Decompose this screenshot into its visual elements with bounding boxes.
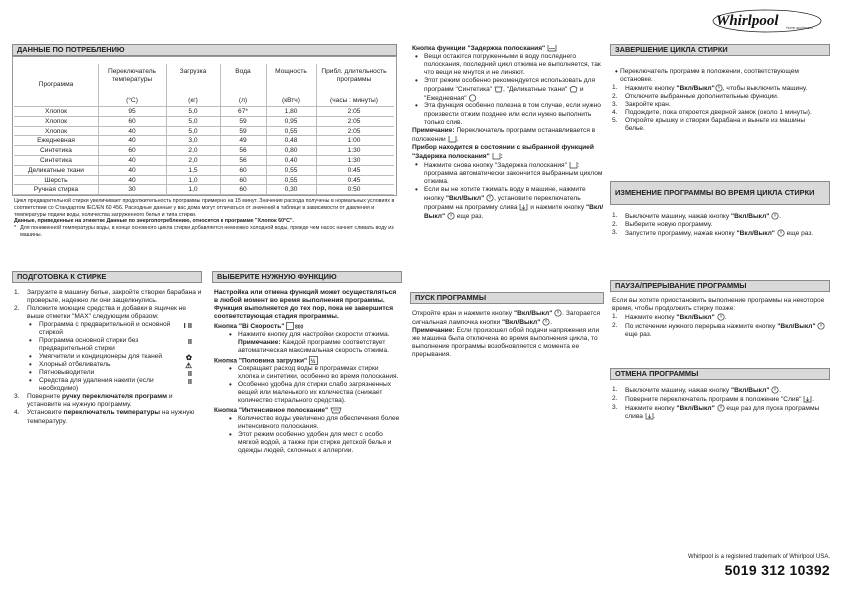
power-icon — [817, 322, 825, 330]
svg-text:800: 800 — [295, 324, 304, 331]
cancel-header — [610, 368, 830, 380]
cancel-step-1: 1. Выключите машину, нажав кнопку "Вкл/Выкл" . — [612, 386, 782, 394]
start-content — [412, 309, 602, 359]
drain-icon — [803, 395, 812, 403]
cell-load: 1,5 — [188, 166, 198, 174]
pause-lead: Если вы хотите приостановить выполнение программы на некоторое время, чтобы продолжить стирку позже: — [612, 297, 825, 313]
cell-water: 67* — [238, 108, 248, 115]
start-text: Откройте кран и нажмите кнопку "Вкл/Выкл" . Загорается сигнальная лампочка кнопки "Вкл/Выкл" . — [412, 309, 601, 326]
cell-power: 0,95 — [284, 117, 298, 125]
bullet-icon: • — [29, 376, 32, 386]
cell-duration: 1:00 — [347, 137, 361, 145]
cell-power: 0,80 — [284, 147, 298, 155]
cell-program: Ежедневная — [37, 137, 75, 145]
change-step-1: 1. Выключите машину, нажав кнопку "Вкл/Выкл" . — [612, 212, 782, 220]
consumption-table-body — [14, 107, 394, 195]
finish-lead: • Переключатель программ в положении, соответствующем остановке. — [612, 68, 826, 84]
col-header-program: Программа — [38, 81, 74, 88]
cell-load: 1,0 — [188, 176, 198, 184]
power-icon — [771, 212, 779, 220]
intensive-rinse-title: Кнопка "Интенсивное полоскание" — [214, 406, 400, 415]
detergent-item — [14, 337, 202, 353]
cancel-title: ОТМЕНА ПРОГРАММЫ — [615, 369, 699, 379]
power-icon — [717, 404, 725, 412]
change-header — [610, 181, 830, 205]
power-icon — [486, 194, 494, 202]
pause-content — [612, 297, 826, 339]
cell-program: Синтетика — [40, 147, 72, 155]
functions-header — [212, 271, 402, 283]
cell-program: Хлопок — [44, 108, 68, 115]
change-step-3: 3. Запустите программу, нажав кнопку "Вкл/Выкл" еще раз. — [612, 228, 814, 237]
cell-load: 3,0 — [188, 137, 198, 145]
cell-duration: 2:05 — [347, 127, 361, 135]
cell-water: 60 — [239, 176, 247, 184]
rinse-hold-state-bullet-2: • Если вы не хотите тжимать воду в машине, нажмите кнопку "Вкл/Выкл" , установите переключатель программ на программу слива и нажмите кнопку "Вкл/Выкл" еще раз. — [412, 186, 606, 220]
note-cold-water — [14, 225, 396, 239]
cell-temp: 60 — [128, 147, 136, 155]
change-content — [612, 212, 826, 238]
prep-step-2: 2. Положите моющие средства и добавки в ящичек не выше отметки "MAX" следующим образом: — [14, 305, 187, 321]
finish-step-text: Подождите, пока откроется дверной замок (около 1 минуты). — [625, 108, 812, 116]
rinse-hold-section — [412, 44, 606, 220]
consumption-title: ДАННЫЕ ПО ПОТРЕБЛЕНИЮ — [17, 45, 125, 55]
speed-button-title: Кнопка "Bi Скорость" 800 — [214, 322, 304, 331]
col-header-power-unit: (кВтч) — [282, 97, 300, 104]
prep-step-4: 4. Установите переключатель температуры на нужную температуру. — [14, 409, 195, 425]
detergent-item-label: Программа основной стирки без предварительной стирки — [39, 337, 139, 353]
cell-load: 5,0 — [188, 117, 198, 125]
preparation-header — [12, 271, 202, 283]
half-load-bullet-1: • Сокращает расход воды в программах стирки хлопка и синтетики, особенно во время полоскания. — [226, 365, 400, 381]
pause-header — [610, 280, 830, 292]
logo-wordmark: Whirlpool — [716, 13, 779, 29]
functions-title: ВЫБЕРИТЕ НУЖНУЮ ФУНКЦИЮ — [217, 272, 337, 282]
cell-temp: 40 — [128, 166, 136, 174]
cell-load: 2,0 — [188, 147, 198, 155]
detergent-item-label: Хлорный отбеливатель — [39, 361, 111, 369]
power-button-label: "Вкл/Выкл" — [676, 84, 715, 92]
svg-text:½: ½ — [310, 359, 316, 365]
cell-water: 60 — [239, 186, 247, 194]
cell-temp: 40 — [128, 137, 136, 145]
col-header-duration: Прибл. длительность программы — [321, 68, 387, 84]
half-load-icon — [309, 356, 319, 365]
change-title: ИЗМЕНЕНИЕ ПРОГРАММЫ ВО ВРЕМЯ ЦИКЛА СТИРКИ — [615, 188, 815, 198]
step-number: 3. — [612, 100, 618, 108]
cell-temp: 40 — [128, 127, 136, 135]
power-icon — [717, 313, 725, 321]
speed-note: Примечание: Каждой программе соответствует автоматическая максимальная скорость отжима. — [238, 338, 389, 354]
finish-title: ЗАВЕРШЕНИЕ ЦИКЛА СТИРКИ — [615, 45, 728, 55]
document-code: 5019 312 10392 — [724, 562, 830, 578]
change-step-2: 2. Выберите новую программу. — [612, 220, 713, 228]
preparation-content — [14, 289, 202, 426]
detergent-item — [14, 369, 202, 377]
power-icon — [771, 386, 779, 394]
cell-duration: 1:30 — [347, 147, 361, 155]
cell-water: 56 — [239, 147, 247, 155]
cell-power: 0,55 — [284, 166, 298, 174]
table-row — [14, 127, 394, 137]
cell-power: 0,48 — [284, 137, 298, 145]
detergent-item-label: Умягчители и кондиционеры для тканей — [39, 353, 163, 361]
finish-step-text: Откройте крышку и створки барабана и выньте из машины белье. — [625, 116, 806, 132]
cell-load: 5,0 — [188, 127, 198, 135]
col-header-water-unit: (л) — [238, 97, 248, 104]
col-header-load-unit: (кг) — [188, 97, 198, 104]
consumption-notes — [14, 198, 396, 239]
bullet-icon: • — [29, 368, 32, 378]
cell-duration: 2:05 — [347, 108, 361, 115]
finish-step — [612, 109, 826, 117]
finish-steps — [612, 84, 826, 133]
step-number: 1. — [612, 84, 618, 92]
table-row — [14, 156, 394, 166]
finish-step — [612, 101, 826, 109]
trademark-note: Whirlpool is a registered trademark of Whirlpool USA. — [687, 554, 830, 560]
cancel-step-2: 2. Поверните переключатель программ в положение "Слив" . — [612, 394, 815, 403]
detergent-item-label: Средства для удаления накипи (если необходимо) — [39, 377, 154, 393]
power-icon — [542, 318, 550, 326]
detergent-list — [14, 321, 202, 393]
compartment-icon: I II — [183, 321, 192, 331]
start-note: Примечание: Если произошел обой подачи напряжения или же машина была отключена во время выполнения цикла, то выполнение программы возобновляется с момента ее прерывания. — [412, 326, 600, 358]
pause-title: ПАУЗА/ПРЕРЫВАНИЕ ПРОГРАММЫ — [615, 281, 747, 291]
compartment-icon: II — [187, 377, 192, 387]
cell-program: Синтетика — [40, 156, 72, 164]
cell-program: Деликатные ткани — [28, 166, 84, 174]
finish-step — [612, 93, 826, 101]
cell-duration: 1:30 — [347, 156, 361, 164]
start-title: ПУСК ПРОГРАММЫ — [415, 293, 487, 303]
cell-water: 49 — [239, 137, 247, 145]
step-number: 5. — [612, 116, 618, 124]
finish-header — [610, 44, 830, 56]
col-header-water: Вода — [235, 68, 251, 75]
finish-step-text: Нажмите кнопку — [625, 84, 677, 92]
cell-power: 1,80 — [284, 108, 298, 115]
intensive-rinse-bullet-2: • Этот режим особенно удобен для мест с особо мягкой водой, а также при стирке детской белья и одежды людей, склонных к аллергии. — [226, 431, 400, 455]
rinse-hold-state-title: Прибор находится в состоянии с выбранной функцией "Задержка полоскания" : — [412, 144, 594, 161]
table-row — [14, 117, 394, 127]
cell-temp: 40 — [128, 156, 136, 164]
table-row — [14, 136, 394, 146]
power-icon — [777, 229, 785, 237]
half-load-title: Кнопка "Половина загрузки" ½ — [214, 356, 400, 365]
cell-duration: 0:50 — [347, 186, 361, 194]
functions-intro: Настройка или отмена функций может осуществляться в любой момент во время выполнения программы. Функция выполняется до тех пор, пока не завершится соответствующая стадия программы. — [214, 289, 397, 321]
col-header-load: Загрузка — [179, 68, 207, 75]
detergent-item — [14, 321, 202, 337]
finish-step — [612, 84, 826, 93]
cell-water: 59 — [239, 127, 247, 135]
rinse-hold-bullet-2: • Этот режим особенно рекомендуется использовать для программ "Синтетика" , "Деликатные ткани" и "Ежедневная" — [412, 77, 606, 103]
cell-power: 0,40 — [284, 156, 298, 164]
bullet-icon: • — [29, 336, 32, 346]
detergent-item — [14, 377, 202, 393]
cell-load: 2,0 — [188, 156, 198, 164]
cell-temp: 30 — [128, 186, 136, 194]
intensive-rinse-icon — [330, 406, 342, 414]
start-header — [410, 292, 604, 304]
power-icon — [447, 212, 455, 220]
prep-step-3: 3. Поверните ручку переключателя программ и установите на нужную программу. — [14, 393, 173, 409]
whirlpool-logo — [712, 8, 822, 34]
compartment-icon: ⚠ — [185, 361, 192, 371]
synthetics-icon — [494, 85, 503, 93]
power-icon — [554, 309, 562, 317]
cell-duration: 0:45 — [347, 176, 361, 184]
cell-power: 0,55 — [284, 127, 298, 135]
daily-icon — [468, 94, 477, 102]
note-asterisk: * — [14, 225, 17, 232]
step-number: 2. — [612, 92, 618, 100]
finish-content — [612, 68, 826, 133]
bullet-icon: • — [29, 320, 32, 330]
cell-temp: 60 — [128, 117, 136, 125]
detergent-item — [14, 361, 202, 369]
compartment-icon: II — [187, 337, 192, 347]
col-header-duration-unit: (часы : минуты) — [330, 97, 378, 104]
rinse-hold-state-bullet-1: • Нажмите снова кнопку "Задержка полоскания" : программа автоматически закончится выбранным циклом отжима. — [412, 161, 606, 186]
finish-step-text: , чтобы выключить машину. — [722, 84, 808, 92]
table-row — [14, 166, 394, 176]
pause-step-1: 1. Нажмите кнопку "Вкл/Выкл" . — [612, 313, 727, 321]
step-number: 4. — [612, 108, 618, 116]
table-row — [14, 176, 394, 186]
functions-content — [214, 289, 400, 455]
cell-load: 5,0 — [188, 108, 198, 115]
power-icon — [715, 84, 723, 92]
cancel-step-3: 3. Нажмите кнопку "Вкл/Выкл" еще раз для пуска программы слива . — [612, 403, 820, 421]
bullet-icon: • — [29, 352, 32, 362]
detergent-item-label: Программа с предварительной и основной стиркой — [39, 321, 171, 337]
note-energy-label: Данные, приведенные на этикетке Данные по энергопотреблению, относятся к программе "Хлопок 60°C". — [14, 218, 294, 225]
table-row — [14, 107, 394, 117]
table-row — [14, 146, 394, 156]
spin-speed-icon — [286, 322, 304, 331]
cell-water: 59 — [239, 117, 247, 125]
rinse-hold-position-icon — [448, 135, 457, 143]
rinse-hold-icon — [492, 152, 501, 160]
rinse-hold-note: Примечание: Переключатель программ останавливается в положении . — [412, 126, 596, 143]
logo-tagline: Home appliances — [786, 26, 814, 30]
compartment-icon: ✿ — [185, 353, 192, 363]
rinse-hold-bullet-3: • Эта функция особенно полезна в том случае, если нужно произвести отжим позднее или если нужно выполнить только слив. — [412, 102, 606, 126]
cell-power: 0,30 — [284, 186, 298, 194]
consumption-header — [12, 44, 397, 56]
finish-step-text: Отключите выбранные дополнительные функции. — [625, 92, 779, 100]
bullet-icon: • — [29, 360, 32, 370]
cell-duration: 2:05 — [347, 117, 361, 125]
cell-water: 56 — [239, 156, 247, 164]
cell-power: 0,55 — [284, 176, 298, 184]
intensive-rinse-bullet-1: • Количество воды увеличено для обеспечения более интенсивного полоскания. — [226, 415, 400, 431]
table-row — [14, 185, 394, 195]
cell-program: Шерсть — [44, 176, 68, 184]
prep-step-1: 1. Загрузите в машину белье, закройте створки барабана и проверьте, надежно ли они защелкнулись. — [14, 289, 202, 305]
note-prewash: Цикл предварительной стирки увеличивает продолжительность программы примерно на 15 минут. Значения расхода получены в нормальных условиях в соответствии со Стандартом IEC/EN 60 456. Расходные данные у вас дома могут отличаться от значений в таблице в зависимости от давления и температуры подачи воды, количества загруженного белья и типа стирки. — [14, 198, 395, 218]
cell-temp: 95 — [128, 108, 136, 115]
col-header-power: Мощность — [275, 68, 307, 75]
half-load-bullet-2: • Особенно удобна для стирки слабо загрязненных вещей или маленького их количества (снижает количество стирального средства). — [226, 381, 400, 405]
finish-step-text: Закройте кран. — [625, 100, 671, 108]
drain-icon — [645, 412, 654, 420]
speed-bullet-1: • Нажмите кнопку для настройки скорости отжима. — [226, 331, 400, 339]
cell-load: 1,0 — [188, 186, 198, 194]
cancel-content — [612, 386, 826, 421]
rinse-hold-title: Кнопка функции "Задержка полоскания" — [412, 44, 606, 53]
cell-water: 60 — [239, 166, 247, 174]
pause-step-2: 2. По истечении нужного перерыва нажмите кнопку "Вкл/Выкл" еще раз. — [612, 322, 826, 339]
rinse-hold-icon — [569, 161, 578, 169]
finish-step — [612, 117, 826, 133]
compartment-icon: II — [187, 369, 192, 379]
delicates-icon — [569, 85, 578, 93]
note-cold-water-text: Для пониженной температуры воды, в конце основного цикла стирки добавляется немножко холодной воды, прежде чем насос начнет сливать воду из машины. — [20, 225, 394, 238]
col-header-temp-unit: (°C) — [126, 97, 138, 104]
rinse-hold-icon — [547, 44, 557, 52]
cell-program: Хлопок — [44, 117, 68, 125]
cell-program: Хлопок — [44, 127, 68, 135]
preparation-title: ПОДГОТОВКА К СТИРКЕ — [17, 272, 107, 282]
col-header-temp: Переключатель температуры — [108, 68, 156, 84]
cell-temp: 40 — [128, 176, 136, 184]
rinse-hold-bullet-1: • Вещи остаются погруженными в воду последнего полоскания, последний цикл отжима не выполняется, так что вещи не мнутся и не линяют. — [412, 53, 606, 77]
cell-duration: 0:45 — [347, 166, 361, 174]
cell-program: Ручная стирка — [33, 186, 79, 194]
detergent-item-label: Пятновыводители — [39, 369, 95, 377]
